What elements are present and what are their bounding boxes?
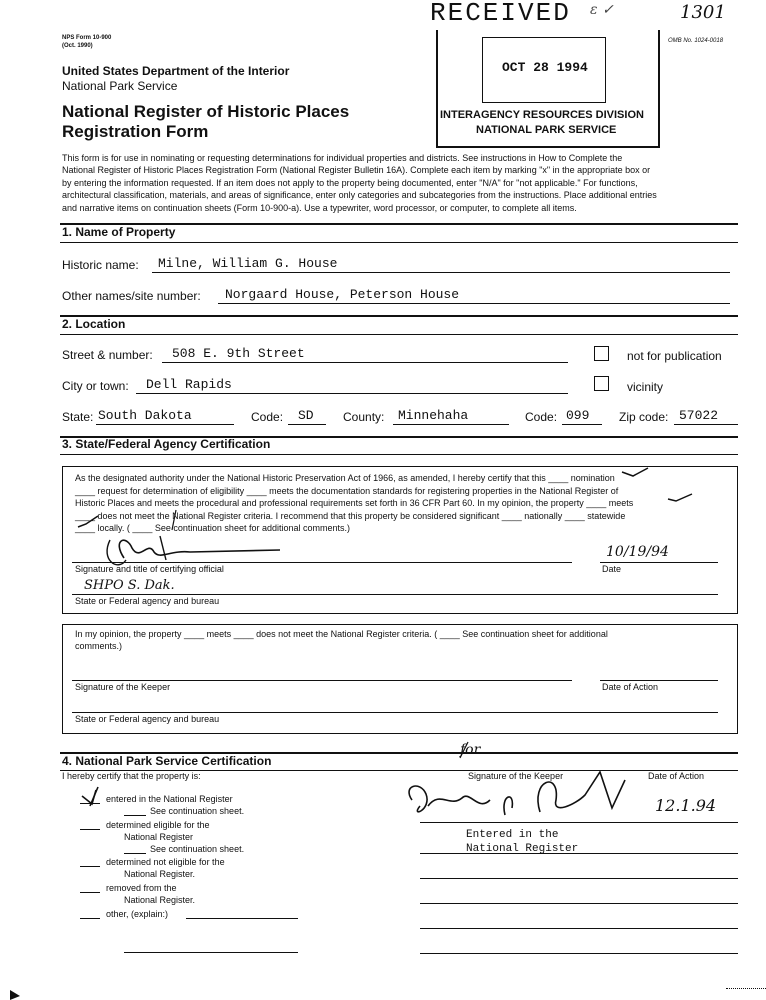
form-date: (Oct. 1990) (62, 43, 93, 49)
cert-line-3: Historic Places and meets the procedural and professional requirements set forth in 36 CFR Part 60. In my opinion, the property ____ meets (75, 498, 634, 509)
item2-text: determined eligible for the (106, 820, 210, 830)
intro-line-4: architectural classification, materials, and areas of significance, enter only categories and subcategories from the instructions. Place additional entries (62, 190, 657, 201)
item5-blank (80, 918, 100, 919)
section4-intro: I hereby certify that the property is: (62, 771, 201, 781)
sig-line-3 (420, 878, 738, 879)
section4-date-label: Date of Action (648, 771, 705, 781)
other-names-label: Other names/site number: (62, 289, 201, 303)
county-code-value[interactable]: 099 (566, 408, 590, 423)
cert-date-line (600, 562, 718, 563)
entered-stamp-2: National Register (466, 843, 579, 855)
keeper-action-label: Date of Action (602, 682, 659, 692)
cert-agency-line (72, 594, 718, 595)
item5-explain-line (186, 918, 298, 919)
section3-heading: 3. State/Federal Agency Certification (62, 437, 271, 451)
sig-line-2 (420, 853, 738, 854)
section4-keeper-label: Signature of the Keeper (468, 771, 564, 781)
city-value[interactable]: Dell Rapids (146, 377, 232, 392)
keeper-agency-line (72, 712, 718, 713)
intro-line-1: This form is for use in nominating or requesting determinations for individual properties and districts. See instructions in How to Complete the (62, 153, 623, 163)
street-value[interactable]: 508 E. 9th Street (172, 346, 305, 361)
other-names-value[interactable]: Norgaard House, Peterson House (225, 287, 460, 302)
sig-line-6 (420, 953, 738, 954)
item2-sub-blank (124, 853, 146, 854)
cert-line-2: ____ request for determination of eligibility ____ meets the documentation standards for registering properties in the National Register of (75, 485, 619, 496)
sig-line-5 (420, 928, 738, 929)
historic-name-label: Historic name: (62, 258, 139, 272)
keeper-signature-label: Signature of the Keeper (75, 682, 171, 692)
zip-value[interactable]: 57022 (679, 408, 719, 423)
form-title-1: National Register of Historic Places (62, 102, 350, 121)
form-number: NPS Form 10-900 (62, 35, 112, 41)
received-stamp-text: RECEIVED (430, 0, 571, 28)
cert-line-5: ____ locally. ( ____ See continuation sheet for additional comments.) (75, 523, 350, 534)
keeper-signature-line (72, 680, 572, 681)
section2-heading: 2. Location (62, 317, 126, 331)
cert-signature-line (72, 562, 572, 563)
section1-heading: 1. Name of Property (62, 225, 176, 239)
city-label: City or town: (62, 379, 129, 393)
cert-line-4: ____ does not meet the National Register criteria. I recommend that this property be considered significant ____ nationally ____ statewide (75, 510, 626, 521)
item1-sub: See continuation sheet. (150, 806, 245, 816)
opinion-line-1: In my opinion, the property ____ meets ____ does not meet the National Register criteria. ( ____ See continuation sheet for additional (75, 629, 608, 639)
not-for-publication-label: not for publication (627, 349, 722, 363)
cert-line-1: As the designated authority under the National Historic Preservation Act of 1966, as amended, I hereby certify that this ____ nomination (75, 473, 615, 483)
item5-explain-line-2 (124, 952, 298, 953)
intro-line-3: by entering the information requested. If an item does not apply to the property being documented, enter "N/A" for "not applicable." For functions, (62, 177, 638, 188)
item2-sub: See continuation sheet. (150, 844, 245, 854)
item2-blank (80, 829, 100, 830)
item5-text: other, (explain:) (106, 909, 169, 919)
service-name: National Park Service (62, 79, 178, 93)
state-value[interactable]: South Dakota (98, 408, 192, 423)
stamp-division-2: NATIONAL PARK SERVICE (476, 124, 617, 136)
keeper-signature (416, 790, 581, 815)
stamp-date: OCT 28 1994 (502, 60, 588, 75)
corner-note: 1301 (680, 2, 726, 23)
item4-text: removed from the (106, 883, 177, 893)
county-value[interactable]: Minnehaha (398, 408, 469, 423)
cert-agency-label: State or Federal agency and bureau (75, 596, 220, 606)
sig-line-1 (420, 822, 738, 823)
omb-number: OMB No. 1024-0018 (668, 38, 724, 44)
historic-name-value[interactable]: Milne, William G. House (158, 256, 338, 271)
section4-heading: 4. National Park Service Certification (62, 754, 272, 768)
cert-signature-label: Signature and title of certifying official (75, 564, 224, 574)
item1-text: entered in the National Register (106, 794, 233, 804)
item4-text2: National Register. (124, 895, 196, 905)
street-label: Street & number: (62, 348, 153, 362)
dept-name: United States Department of the Interior (62, 64, 290, 78)
keeper-agency-label: State or Federal agency and bureau (75, 714, 220, 724)
keeper-date-line (600, 680, 718, 681)
item3-blank (80, 866, 100, 867)
stamp-division-1: INTERAGENCY RESOURCES DIVISION (440, 109, 644, 121)
for-note: for (460, 742, 481, 758)
item2-text2: National Register (124, 832, 194, 842)
bottom-edge-mark (726, 988, 766, 989)
cert-date-label: Date (602, 564, 622, 574)
entered-stamp-1: Entered in the (466, 829, 559, 841)
county-label: County: (343, 410, 385, 424)
section4-action-date: 12.1.94 (655, 796, 717, 815)
intro-line-5: and narrative items on continuation sheets (Form 10-900-a). Use a typewriter, word processor, or computer, to complete all items. (62, 202, 577, 213)
item4-blank (80, 892, 100, 893)
item3-text2: National Register. (124, 869, 196, 879)
form-title-2: Registration Form (62, 122, 209, 141)
state-code-label: Code: (251, 410, 284, 424)
item3-text: determined not eligible for the (106, 857, 225, 867)
state-code-value[interactable]: SD (298, 408, 314, 423)
opinion-line-2: comments.) (75, 641, 123, 652)
cert-agency-value: SHPO S. Dak. (84, 578, 175, 593)
item1-sub-blank (124, 815, 146, 816)
cert-date-value: 10/19/94 (606, 544, 669, 560)
zip-label: Zip code: (619, 410, 669, 424)
stamp-smudge: ɛ ✓ (590, 2, 614, 18)
intro-line-2: National Register of Historic Places Registration Form (National Register Bulletin 16A). Complete each item by marking "x" in the appropriate box or (62, 165, 651, 176)
vicinity-label: vicinity (627, 380, 664, 394)
state-label: State: (62, 410, 94, 424)
sig-line-4 (420, 903, 738, 904)
county-code-label: Code: (525, 410, 558, 424)
item1-blank (80, 803, 100, 804)
opinion-text (75, 628, 725, 653)
